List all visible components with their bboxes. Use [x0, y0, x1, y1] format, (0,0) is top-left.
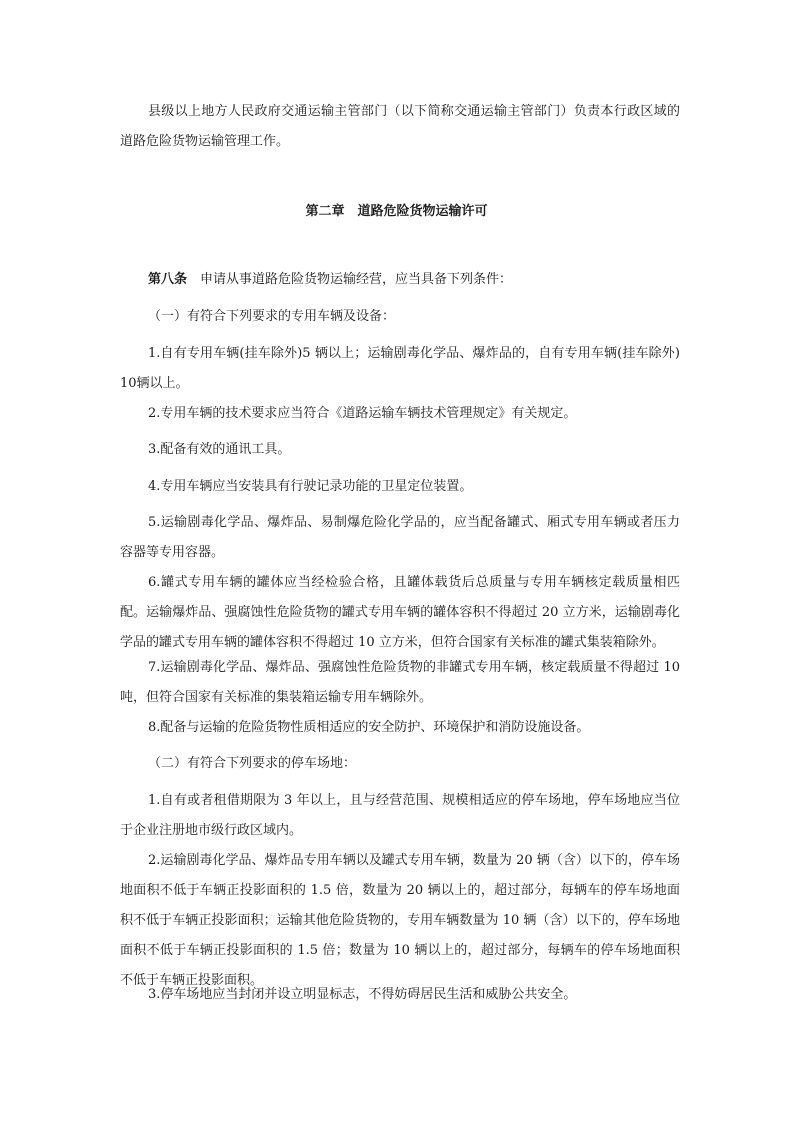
list-item: 5.运输剧毒化学品、爆炸品、易制爆危险化学品的，应当配备罐式、厢式专用车辆或者压力容器等专用容器。	[120, 515, 680, 560]
list-item: 3.配备有效的通讯工具。	[148, 442, 291, 457]
section-1-title: （一）有符合下列要求的专用车辆及设备：	[148, 309, 396, 324]
article-8-title: 第八条	[148, 272, 188, 287]
section-2-title: （二）有符合下列要求的停车场地：	[148, 756, 357, 771]
article-8-text: 申请从事道路危险货物运输经营，应当具备下列条件：	[187, 272, 513, 287]
list-item: 1.自有或者租借期限为 3 年以上，且与经营范围、规模相适应的停车场地，停车场地应当位于企业注册地市级行政区域内。	[120, 793, 680, 838]
chapter-title: 第二章 道路危险货物运输许可	[305, 204, 488, 219]
list-item: 8.配备与运输的危险货物性质相适应的安全防护、环境保护和消防设施设备。	[148, 720, 590, 735]
list-item: 7.运输剧毒化学品、爆炸品、强腐蚀性危险货物的非罐式专用车辆，核定载质量不得超过 10 吨，但符合国家有关标准的集装箱运输专用车辆除外。	[120, 660, 680, 705]
list-item: 2.运输剧毒化学品、爆炸品专用车辆以及罐式专用车辆，数量为 20 辆（含）以下的，停车场地面积不低于车辆正投影面积的 1.5 倍，数量为 20 辆以上的，超过部分，每辆车的停车场地面积不低于车辆正投影面积；运输其他危险货物的，专用车辆数量为 10 辆（含）以下的，停车场地面积不低于车辆正投影面积的 1.5 倍；数量为 10 辆以上的，超过部分，每辆车的停车场地面积不低于车辆正投影面积。	[120, 853, 680, 988]
intro-paragraph: 县级以上地方人民政府交通运输主管部门（以下简称交通运输主管部门）负责本行政区域的道路危险货物运输管理工作。	[120, 104, 680, 149]
list-item: 4.专用车辆应当安装具有行驶记录功能的卫星定位装置。	[148, 479, 473, 494]
article-8-paragraph	[120, 265, 680, 295]
list-item: 1.自有专用车辆(挂车除外)5 辆以上；运输剧毒化学品、爆炸品的，自有专用车辆(挂车除外)10辆以上。	[120, 346, 680, 391]
list-item: 3.停车场地应当封闭并设立明显标志，不得妨碍居民生活和威胁公共安全。	[148, 987, 577, 1002]
list-item: 6.罐式专用车辆的罐体应当经检验合格，且罐体载货后总质量与专用车辆核定载质量相匹配。运输爆炸品、强腐蚀性危险货物的罐式专用车辆的罐体容积不得超过 20 立方米，运输剧毒化学品的罐式专用车辆的罐体容积不得超过 10 立方米，但符合国家有关标准的罐式集装箱除外。	[120, 575, 680, 650]
list-item: 2.专用车辆的技术要求应当符合《道路运输车辆技术管理规定》有关规定。	[148, 406, 577, 421]
